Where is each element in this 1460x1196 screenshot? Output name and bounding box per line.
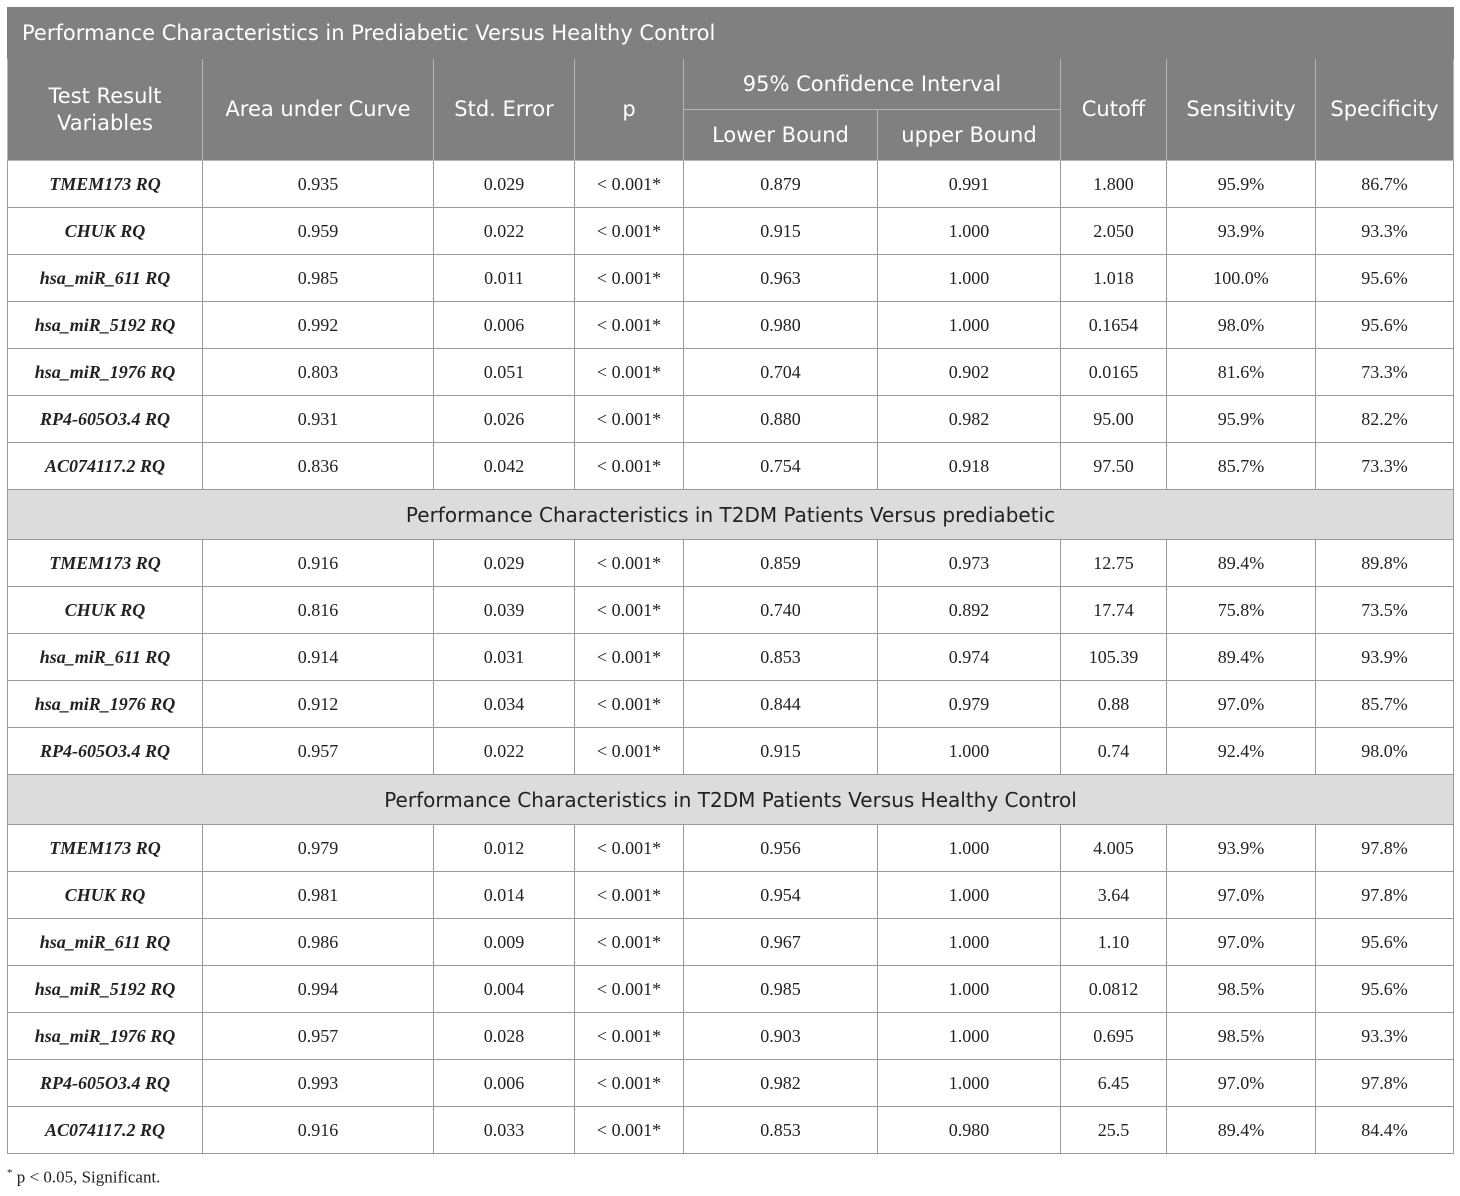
cell-spec: 95.6% xyxy=(1316,966,1454,1013)
cell-sens: 89.4% xyxy=(1167,1107,1316,1154)
cell-se: 0.034 xyxy=(434,681,575,728)
cell-auc: 0.993 xyxy=(203,1060,434,1107)
cell-se: 0.031 xyxy=(434,634,575,681)
cell-auc: 0.836 xyxy=(203,443,434,490)
cell-p: < 0.001* xyxy=(575,634,684,681)
cell-se: 0.028 xyxy=(434,1013,575,1060)
cell-sens: 97.0% xyxy=(1167,1060,1316,1107)
cell-spec: 89.8% xyxy=(1316,540,1454,587)
cell-p: < 0.001* xyxy=(575,587,684,634)
cell-name: hsa_miR_611 RQ xyxy=(8,255,203,302)
cell-lower: 0.915 xyxy=(684,728,878,775)
cell-cutoff: 105.39 xyxy=(1061,634,1167,681)
cell-upper: 1.000 xyxy=(878,208,1061,255)
cell-upper: 1.000 xyxy=(878,872,1061,919)
cell-p: < 0.001* xyxy=(575,540,684,587)
cell-spec: 95.6% xyxy=(1316,255,1454,302)
cell-p: < 0.001* xyxy=(575,349,684,396)
cell-sens: 85.7% xyxy=(1167,443,1316,490)
cell-cutoff: 25.5 xyxy=(1061,1107,1167,1154)
cell-auc: 0.981 xyxy=(203,872,434,919)
cell-spec: 97.8% xyxy=(1316,825,1454,872)
table-row xyxy=(8,587,1454,634)
cell-se: 0.012 xyxy=(434,825,575,872)
cell-spec: 97.8% xyxy=(1316,872,1454,919)
cell-upper: 0.918 xyxy=(878,443,1061,490)
cell-name: TMEM173 RQ xyxy=(8,540,203,587)
table-row xyxy=(8,302,1454,349)
cell-upper: 0.902 xyxy=(878,349,1061,396)
cell-name: TMEM173 RQ xyxy=(8,161,203,208)
cell-cutoff: 2.050 xyxy=(1061,208,1167,255)
cell-name: hsa_miR_5192 RQ xyxy=(8,966,203,1013)
header-lower-bound: Lower Bound xyxy=(684,110,878,161)
table-title: Performance Characteristics in Prediabetic Versus Healthy Control xyxy=(8,8,1454,59)
cell-lower: 0.915 xyxy=(684,208,878,255)
cell-upper: 0.892 xyxy=(878,587,1061,634)
header-variables: Test Result Variables xyxy=(8,59,203,161)
cell-name: hsa_miR_5192 RQ xyxy=(8,302,203,349)
cell-lower: 0.963 xyxy=(684,255,878,302)
cell-lower: 0.967 xyxy=(684,919,878,966)
header-confidence-interval: 95% Confidence Interval xyxy=(684,59,1061,110)
cell-p: < 0.001* xyxy=(575,161,684,208)
cell-spec: 73.5% xyxy=(1316,587,1454,634)
cell-se: 0.042 xyxy=(434,443,575,490)
section-t2dm-vs-healthy xyxy=(8,775,1454,825)
cell-se: 0.039 xyxy=(434,587,575,634)
cell-lower: 0.879 xyxy=(684,161,878,208)
cell-auc: 0.935 xyxy=(203,161,434,208)
cell-auc: 0.931 xyxy=(203,396,434,443)
header-cutoff: Cutoff xyxy=(1061,59,1167,161)
cell-auc: 0.912 xyxy=(203,681,434,728)
cell-upper: 0.979 xyxy=(878,681,1061,728)
table-row xyxy=(8,540,1454,587)
cell-cutoff: 0.88 xyxy=(1061,681,1167,728)
cell-auc: 0.957 xyxy=(203,1013,434,1060)
cell-upper: 1.000 xyxy=(878,1013,1061,1060)
header-specificity: Specificity xyxy=(1316,59,1454,161)
section-t2dm-vs-healthy-title: Performance Characteristics in T2DM Patients Versus Healthy Control xyxy=(8,775,1454,825)
cell-cutoff: 1.018 xyxy=(1061,255,1167,302)
cell-lower: 0.859 xyxy=(684,540,878,587)
cell-se: 0.051 xyxy=(434,349,575,396)
cell-p: < 0.001* xyxy=(575,396,684,443)
cell-spec: 85.7% xyxy=(1316,681,1454,728)
cell-p: < 0.001* xyxy=(575,208,684,255)
cell-sens: 98.0% xyxy=(1167,302,1316,349)
cell-se: 0.004 xyxy=(434,966,575,1013)
cell-name: hsa_miR_1976 RQ xyxy=(8,681,203,728)
table-row xyxy=(8,208,1454,255)
table-row xyxy=(8,1060,1454,1107)
cell-cutoff: 4.005 xyxy=(1061,825,1167,872)
cell-upper: 0.982 xyxy=(878,396,1061,443)
cell-se: 0.006 xyxy=(434,1060,575,1107)
cell-cutoff: 95.00 xyxy=(1061,396,1167,443)
cell-p: < 0.001* xyxy=(575,728,684,775)
cell-se: 0.009 xyxy=(434,919,575,966)
cell-lower: 0.853 xyxy=(684,1107,878,1154)
cell-name: CHUK RQ xyxy=(8,587,203,634)
cell-sens: 93.9% xyxy=(1167,208,1316,255)
cell-sens: 95.9% xyxy=(1167,161,1316,208)
cell-spec: 73.3% xyxy=(1316,349,1454,396)
cell-auc: 0.979 xyxy=(203,825,434,872)
cell-spec: 82.2% xyxy=(1316,396,1454,443)
table-row xyxy=(8,1013,1454,1060)
cell-sens: 92.4% xyxy=(1167,728,1316,775)
cell-auc: 0.959 xyxy=(203,208,434,255)
cell-se: 0.006 xyxy=(434,302,575,349)
cell-name: RP4-605O3.4 RQ xyxy=(8,396,203,443)
cell-name: hsa_miR_611 RQ xyxy=(8,919,203,966)
cell-cutoff: 6.45 xyxy=(1061,1060,1167,1107)
cell-cutoff: 1.10 xyxy=(1061,919,1167,966)
cell-name: hsa_miR_1976 RQ xyxy=(8,349,203,396)
cell-auc: 0.916 xyxy=(203,1107,434,1154)
cell-lower: 0.754 xyxy=(684,443,878,490)
cell-sens: 97.0% xyxy=(1167,681,1316,728)
cell-lower: 0.853 xyxy=(684,634,878,681)
cell-lower: 0.704 xyxy=(684,349,878,396)
cell-spec: 93.9% xyxy=(1316,634,1454,681)
cell-auc: 0.914 xyxy=(203,634,434,681)
header-auc: Area under Curve xyxy=(203,59,434,161)
footnote-text: p < 0.05, Significant. xyxy=(12,1167,161,1187)
cell-lower: 0.880 xyxy=(684,396,878,443)
cell-auc: 0.985 xyxy=(203,255,434,302)
cell-se: 0.022 xyxy=(434,208,575,255)
cell-spec: 86.7% xyxy=(1316,161,1454,208)
cell-spec: 95.6% xyxy=(1316,302,1454,349)
cell-cutoff: 17.74 xyxy=(1061,587,1167,634)
cell-cutoff: 97.50 xyxy=(1061,443,1167,490)
cell-se: 0.026 xyxy=(434,396,575,443)
cell-sens: 100.0% xyxy=(1167,255,1316,302)
cell-name: hsa_miR_1976 RQ xyxy=(8,1013,203,1060)
table-row xyxy=(8,825,1454,872)
cell-sens: 75.8% xyxy=(1167,587,1316,634)
cell-lower: 0.982 xyxy=(684,1060,878,1107)
cell-sens: 89.4% xyxy=(1167,540,1316,587)
cell-lower: 0.980 xyxy=(684,302,878,349)
section-t2dm-vs-prediabetic xyxy=(8,490,1454,540)
cell-se: 0.033 xyxy=(434,1107,575,1154)
cell-spec: 93.3% xyxy=(1316,208,1454,255)
table-row xyxy=(8,161,1454,208)
table-row xyxy=(8,681,1454,728)
cell-name: CHUK RQ xyxy=(8,872,203,919)
cell-se: 0.011 xyxy=(434,255,575,302)
cell-spec: 93.3% xyxy=(1316,1013,1454,1060)
table-row xyxy=(8,966,1454,1013)
cell-name: RP4-605O3.4 RQ xyxy=(8,728,203,775)
cell-lower: 0.740 xyxy=(684,587,878,634)
header-std-error: Std. Error xyxy=(434,59,575,161)
cell-p: < 0.001* xyxy=(575,825,684,872)
cell-p: < 0.001* xyxy=(575,443,684,490)
cell-cutoff: 3.64 xyxy=(1061,872,1167,919)
cell-cutoff: 0.1654 xyxy=(1061,302,1167,349)
cell-name: CHUK RQ xyxy=(8,208,203,255)
cell-p: < 0.001* xyxy=(575,681,684,728)
cell-cutoff: 0.695 xyxy=(1061,1013,1167,1060)
header-p: p xyxy=(575,59,684,161)
cell-cutoff: 0.0812 xyxy=(1061,966,1167,1013)
cell-p: < 0.001* xyxy=(575,966,684,1013)
table-row xyxy=(8,349,1454,396)
cell-se: 0.022 xyxy=(434,728,575,775)
cell-p: < 0.001* xyxy=(575,302,684,349)
table-row xyxy=(8,728,1454,775)
cell-spec: 98.0% xyxy=(1316,728,1454,775)
cell-sens: 93.9% xyxy=(1167,825,1316,872)
cell-se: 0.014 xyxy=(434,872,575,919)
footnote-mark: * xyxy=(7,1167,13,1179)
cell-p: < 0.001* xyxy=(575,872,684,919)
cell-name: hsa_miR_611 RQ xyxy=(8,634,203,681)
table-row xyxy=(8,1107,1454,1154)
cell-spec: 95.6% xyxy=(1316,919,1454,966)
table-row xyxy=(8,872,1454,919)
cell-p: < 0.001* xyxy=(575,1107,684,1154)
cell-p: < 0.001* xyxy=(575,255,684,302)
cell-upper: 1.000 xyxy=(878,1060,1061,1107)
cell-se: 0.029 xyxy=(434,540,575,587)
cell-auc: 0.916 xyxy=(203,540,434,587)
cell-sens: 97.0% xyxy=(1167,872,1316,919)
cell-se: 0.029 xyxy=(434,161,575,208)
cell-auc: 0.986 xyxy=(203,919,434,966)
cell-p: < 0.001* xyxy=(575,919,684,966)
cell-sens: 81.6% xyxy=(1167,349,1316,396)
cell-p: < 0.001* xyxy=(575,1060,684,1107)
table-row xyxy=(8,634,1454,681)
cell-cutoff: 1.800 xyxy=(1061,161,1167,208)
cell-name: AC074117.2 RQ xyxy=(8,1107,203,1154)
cell-lower: 0.956 xyxy=(684,825,878,872)
header-sensitivity: Sensitivity xyxy=(1167,59,1316,161)
cell-upper: 1.000 xyxy=(878,919,1061,966)
cell-name: RP4-605O3.4 RQ xyxy=(8,1060,203,1107)
cell-sens: 98.5% xyxy=(1167,1013,1316,1060)
cell-spec: 97.8% xyxy=(1316,1060,1454,1107)
cell-upper: 0.974 xyxy=(878,634,1061,681)
cell-lower: 0.985 xyxy=(684,966,878,1013)
cell-name: AC074117.2 RQ xyxy=(8,443,203,490)
cell-upper: 0.980 xyxy=(878,1107,1061,1154)
footnote xyxy=(7,1167,160,1188)
cell-upper: 1.000 xyxy=(878,825,1061,872)
cell-auc: 0.957 xyxy=(203,728,434,775)
performance-table xyxy=(7,7,1454,1154)
cell-upper: 0.973 xyxy=(878,540,1061,587)
cell-name: TMEM173 RQ xyxy=(8,825,203,872)
cell-spec: 84.4% xyxy=(1316,1107,1454,1154)
table-row xyxy=(8,443,1454,490)
cell-upper: 1.000 xyxy=(878,728,1061,775)
cell-sens: 98.5% xyxy=(1167,966,1316,1013)
table-row xyxy=(8,919,1454,966)
cell-sens: 97.0% xyxy=(1167,919,1316,966)
cell-upper: 1.000 xyxy=(878,302,1061,349)
cell-lower: 0.844 xyxy=(684,681,878,728)
cell-p: < 0.001* xyxy=(575,1013,684,1060)
cell-upper: 1.000 xyxy=(878,966,1061,1013)
cell-auc: 0.994 xyxy=(203,966,434,1013)
cell-lower: 0.903 xyxy=(684,1013,878,1060)
cell-auc: 0.803 xyxy=(203,349,434,396)
cell-sens: 95.9% xyxy=(1167,396,1316,443)
cell-spec: 73.3% xyxy=(1316,443,1454,490)
cell-auc: 0.816 xyxy=(203,587,434,634)
cell-upper: 0.991 xyxy=(878,161,1061,208)
table-row xyxy=(8,255,1454,302)
section-t2dm-vs-prediabetic-title: Performance Characteristics in T2DM Patients Versus prediabetic xyxy=(8,490,1454,540)
cell-upper: 1.000 xyxy=(878,255,1061,302)
cell-cutoff: 0.0165 xyxy=(1061,349,1167,396)
table-row xyxy=(8,396,1454,443)
cell-auc: 0.992 xyxy=(203,302,434,349)
header-upper-bound: upper Bound xyxy=(878,110,1061,161)
cell-sens: 89.4% xyxy=(1167,634,1316,681)
cell-lower: 0.954 xyxy=(684,872,878,919)
cell-cutoff: 12.75 xyxy=(1061,540,1167,587)
performance-table-container xyxy=(7,7,1453,1154)
cell-cutoff: 0.74 xyxy=(1061,728,1167,775)
